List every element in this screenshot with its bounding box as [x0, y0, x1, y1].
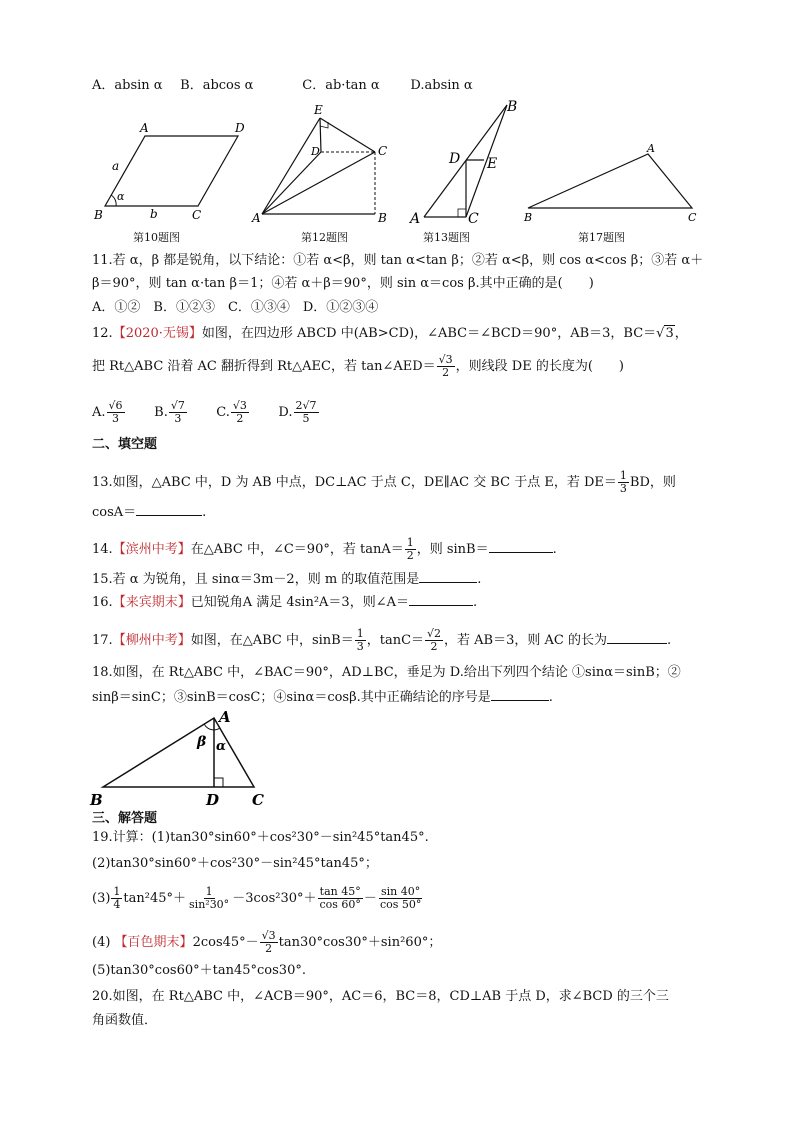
fig10-label-D: D: [235, 121, 245, 135]
q12-text-1-end: ，: [674, 326, 688, 341]
q19-line2: (2)tan30°sin60°＋cos²30°－sin²45°tan45°；: [92, 856, 378, 871]
fig17-label-B: B: [524, 211, 533, 224]
q15-line: 15.若 α 为锐角，且 sinα＝3m－2，则 m 的取值范围是 .: [92, 572, 482, 587]
q12-sqrt-bc: √3: [656, 326, 674, 341]
fig10-label-b: b: [150, 207, 158, 221]
q18-line1: 18.如图，在 Rt△ABC 中，∠BAC＝90°，AD⊥BC，垂足为 D.给出下列四个结论 ①sinα＝sinB；②: [92, 665, 681, 680]
q20-line1: 20.如图，在 Rt△ABC 中，∠ACB＝90°，AC＝6，BC＝8，CD⊥AB 于点 D，求∠BCD 的三个三: [92, 989, 669, 1004]
figure-13-caption: 第13题图: [423, 231, 470, 244]
figure-17-triangle: [520, 140, 710, 226]
q10-options: [92, 77, 473, 95]
q19-line4: (4) 【百色期末】2cos45°－ $\frac{√3}{2}$ tan30°cos30°＋sin²60°；: [92, 929, 442, 955]
fig10-label-alpha: α: [117, 190, 125, 203]
q15-answer-blank[interactable]: [419, 570, 477, 583]
fig13-label-B: B: [507, 99, 518, 115]
fig17-label-A: A: [647, 142, 655, 155]
fig10-label-B: B: [94, 208, 103, 222]
fig13-label-A: A: [410, 211, 421, 227]
fig12-label-C: C: [378, 144, 388, 158]
figure-18-right-triangle: [86, 706, 276, 810]
q18-answer-blank[interactable]: [491, 688, 549, 701]
q19-line5: (5)tan30°cos60°＋tan45°cos30°.: [92, 963, 306, 978]
q12-line1: [92, 325, 688, 343]
fig10-label-A: A: [140, 121, 149, 135]
q14-answer-blank[interactable]: [489, 540, 553, 553]
figure-10-parallelogram: [90, 118, 250, 226]
fig18-label-C: C: [252, 791, 264, 809]
q14-fraction-1-2: $\frac{1}{2}$: [406, 536, 414, 562]
q13-answer-blank[interactable]: [136, 503, 202, 516]
fig12-label-D: D: [311, 145, 320, 158]
q16-source-tag: 【来宾期末】: [112, 595, 191, 610]
fig12-label-B: B: [378, 211, 387, 225]
q17-source-tag: 【柳州中考】: [112, 633, 191, 648]
q12-option-b: B. $\frac{√7}{3}$: [154, 399, 185, 425]
q17-answer-blank[interactable]: [607, 631, 667, 644]
fig18-label-A: A: [219, 708, 231, 726]
q11-line2: β＝90°，则 tan α·tan β＝1；④若 α＋β＝90°，则 sin α＝cos β.其中正确的是( ): [92, 276, 594, 291]
q10-option-c: C．ab·tan α: [302, 78, 380, 93]
q12-fraction-sqrt3-over-2: $\frac{√3}{2}$: [438, 353, 453, 379]
section-solutions: 三、解答题: [92, 811, 158, 826]
q17-line: 17.【柳州中考】如图，在△ABC 中，sinB＝ $\frac{1}{3}$ ，tanC＝ $\frac{√2}{2}$ ，若 AB＝3，则 AC 的长为 .: [92, 627, 672, 653]
q13-line1: 13.如图，△ABC 中，D 为 AB 中点，DC⊥AC 于点 C，DE∥AC 交 BC 于点 E，若 DE＝ $\frac{1}{3}$ BD，则: [92, 469, 676, 495]
fig12-label-E: E: [314, 103, 323, 117]
fig17-label-C: C: [688, 211, 697, 224]
q13-fraction-1-3: $\frac{1}{3}$: [619, 469, 627, 495]
q13-line2: cosA＝ .: [92, 505, 207, 520]
q17-fraction-sqrt2-2: $\frac{√2}{2}$: [427, 627, 442, 653]
q19-line1: 19.计算：(1)tan30°sin60°＋cos²30°－sin²45°tan45°.: [92, 830, 429, 845]
fig13-label-E: E: [487, 156, 498, 172]
q10-option-d: D.absin α: [410, 78, 473, 93]
fig13-label-C: C: [468, 211, 479, 227]
q12-text-1: 如图，在四边形 ABCD 中(AB>CD)，∠ABC＝∠BCD＝90°，AB＝3，BC＝: [201, 326, 657, 341]
fig10-label-a: a: [112, 159, 120, 173]
fig10-label-C: C: [192, 208, 202, 222]
q10-option-b: B．abcos α: [180, 78, 254, 93]
fig12-label-A: A: [252, 211, 261, 225]
figure-12-quadrilateral: [250, 102, 400, 226]
fig18-label-alpha: α: [216, 739, 227, 754]
q16-line: 16.【来宾期末】已知锐角A 满足 4sin²A＝3，则∠A＝ .: [92, 595, 478, 610]
q12-option-d: D. $\frac{2√7}{5}$: [278, 399, 317, 425]
q12-option-a: A. $\frac{√6}{3}$: [92, 399, 123, 425]
section-fill-in-blank: 二、填空题: [92, 437, 158, 452]
q12-source-tag: 【2020·无锡】: [112, 326, 202, 341]
q20-line2: 角函数值．: [92, 1013, 158, 1028]
q12-options: [92, 400, 320, 425]
figure-13-triangle: [404, 95, 524, 227]
q12-text-2a: 把 Rt△ABC 沿着 AC 翻折得到 Rt△AEC，若 tan∠AED＝: [92, 359, 436, 374]
q19-source-tag: 【百色期末】: [114, 935, 193, 950]
q12-text-2b: ，则线段 DE 的长度为( ): [455, 359, 624, 374]
q18-line2: sinβ＝sinC；③sinB＝cosC；④sinα＝cosβ.其中正确结论的序号是 .: [92, 690, 553, 705]
q11-line1: 11.若 α，β 都是锐角，以下结论：①若 α<β，则 tan α<tan β；②若 α<β，则 cos α<cos β；③若 α＋: [92, 253, 704, 268]
q19-line3: (3) $\frac{1}{4}$ tan²45°＋ $\frac{1}{\text{sin²30°}}$ －3cos²30°＋ $\frac{\tan 45^\circ}{\cos 60^\circ}$ － $\frac{\sin 40^\circ}{\cos 50^\circ}$: [92, 885, 422, 911]
q14-source-tag: 【滨州中考】: [112, 542, 191, 557]
figure-17-caption: 第17题图: [578, 231, 625, 244]
q10-option-a: A．absin α: [92, 78, 163, 93]
q17-fraction-1-3: $\frac{1}{3}$: [356, 627, 364, 653]
fig18-label-D: D: [206, 791, 220, 809]
figure-10-caption: 第10题图: [133, 231, 180, 244]
fig18-label-B: B: [90, 791, 103, 809]
q12-line2: [92, 354, 624, 379]
q12-number: 12.: [92, 326, 113, 341]
q12-option-c: C. $\frac{√3}{2}$: [216, 399, 247, 425]
figure-12-caption: 第12题图: [301, 231, 348, 244]
fig18-label-beta: β: [197, 734, 207, 750]
q11-options: A．①② B．①②③ C．①③④ D．①②③④: [92, 300, 379, 315]
q16-answer-blank[interactable]: [409, 593, 473, 606]
q14-line: 14.【滨州中考】在△ABC 中，∠C＝90°，若 tanA＝ $\frac{1}{2}$ ，则 sinB＝ .: [92, 536, 557, 562]
fig13-label-D: D: [449, 151, 461, 167]
